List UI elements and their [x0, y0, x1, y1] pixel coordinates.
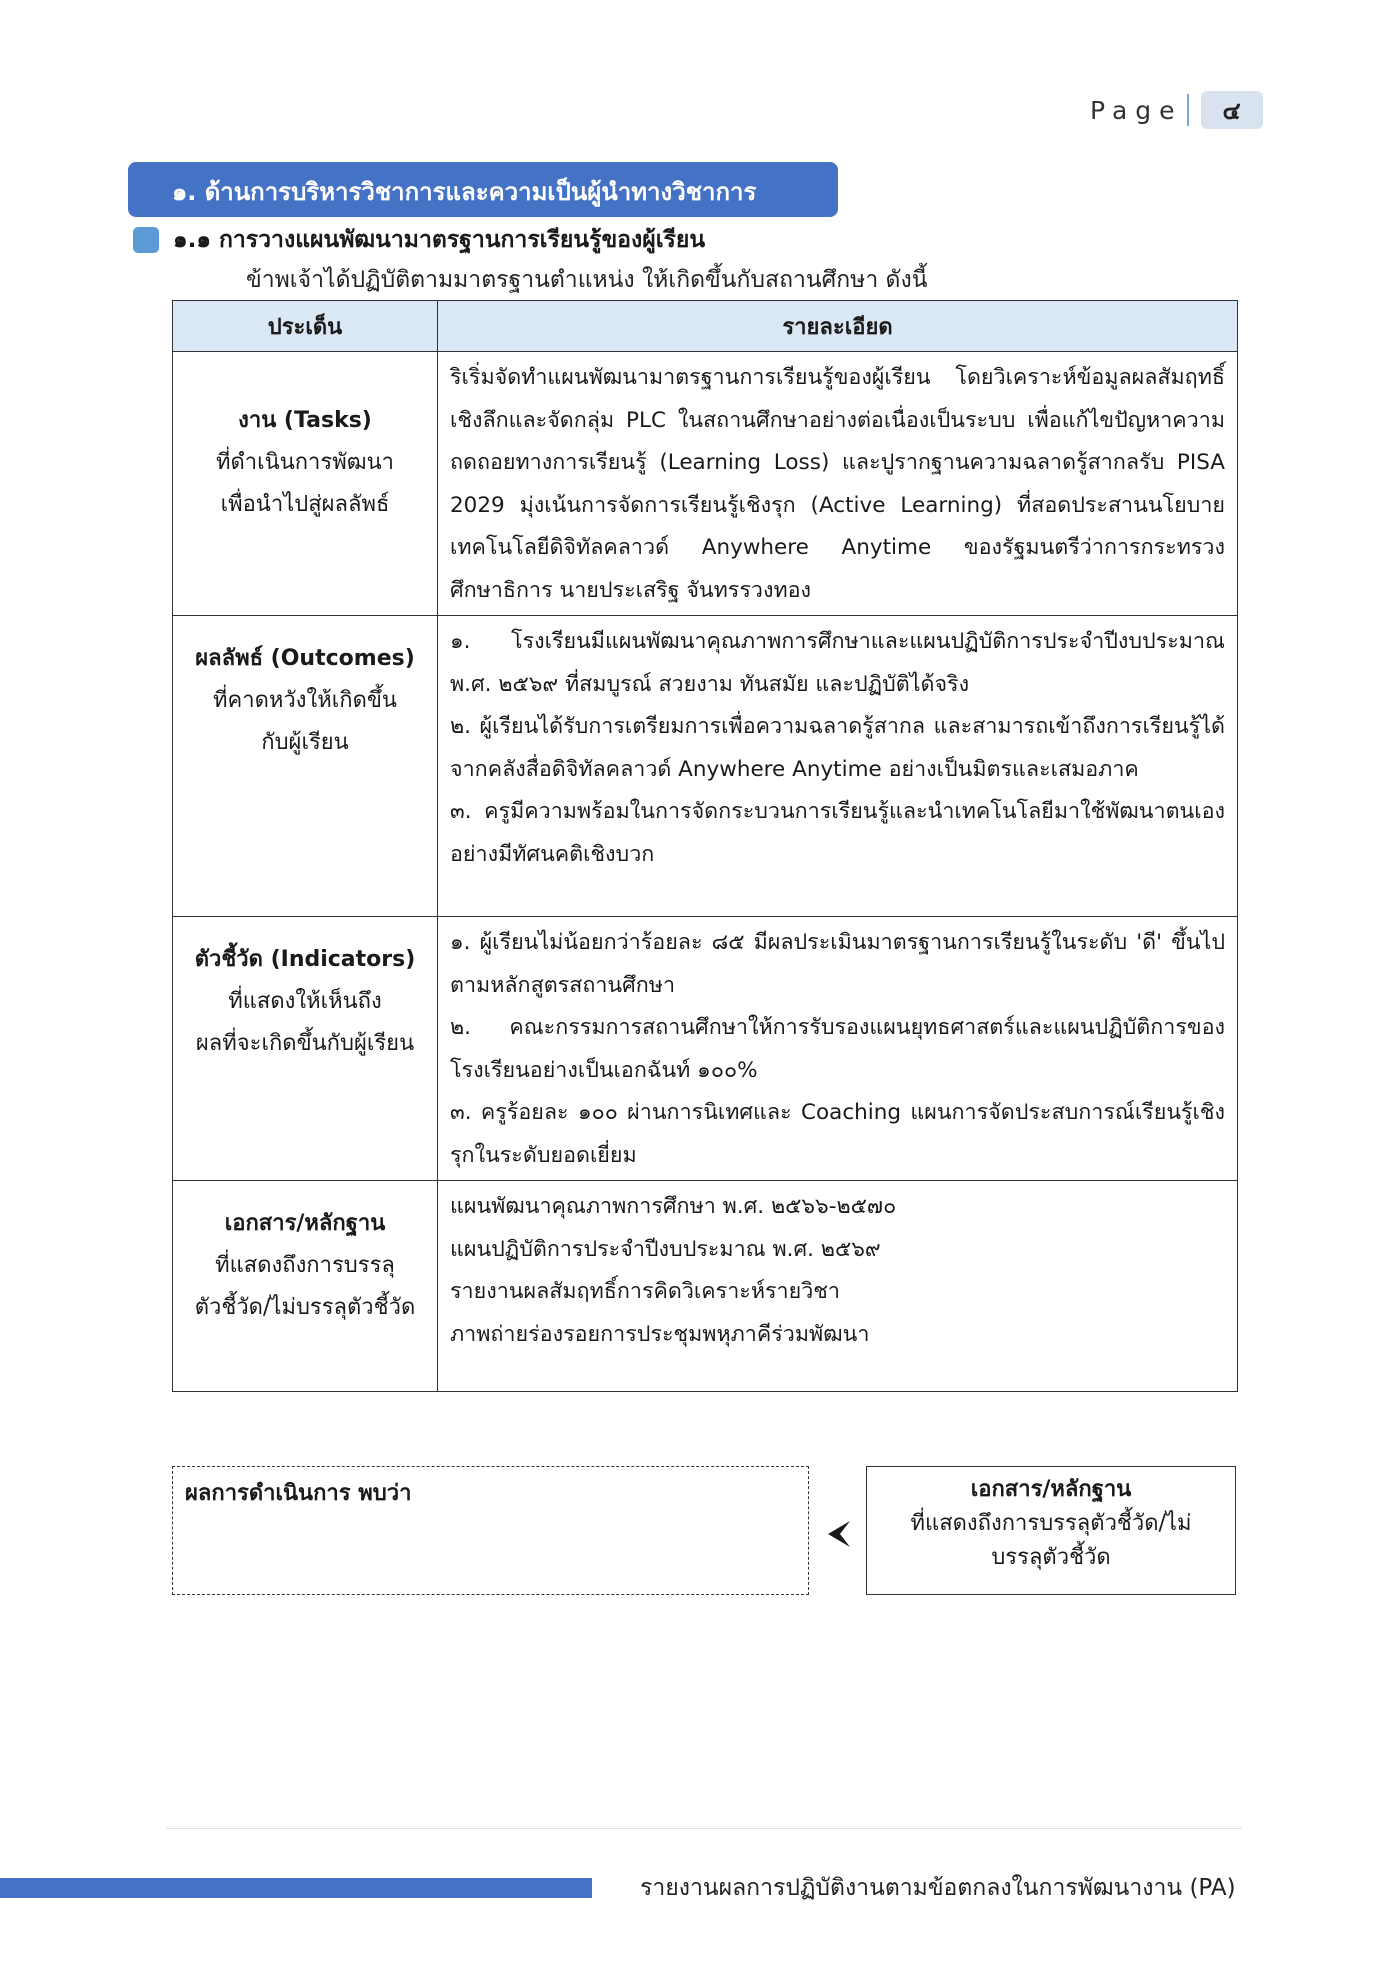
- topic-cell: [173, 616, 438, 917]
- evidence-line: บรรลุตัวชี้วัด: [991, 1545, 1111, 1570]
- topic-line: เพื่อนำไปสู่ผลลัพธ์: [220, 492, 390, 517]
- detail-cell: [438, 1181, 1238, 1392]
- detail-cell: [438, 616, 1238, 917]
- evidence-line: ที่แสดงถึงการบรรลุตัวชี้วัด/ไม่: [910, 1511, 1192, 1536]
- topic-title: ตัวชี้วัด (Indicators): [194, 947, 416, 972]
- page-separator: [1187, 94, 1189, 126]
- header-detail: รายละเอียด: [438, 301, 1238, 352]
- table-row-indicators: [173, 917, 1238, 1181]
- detail-item: แผนพัฒนาคุณภาพการศึกษา พ.ศ. ๒๕๖๖-๒๕๗๐: [450, 1194, 897, 1219]
- topic-line: ที่แสดงถึงการบรรลุ: [215, 1253, 395, 1278]
- intro-text: ข้าพเจ้าได้ปฏิบัติตามมาตรฐานตำแหน่ง ให้เกิดขึ้นกับสถานศึกษา ดังนี้: [246, 267, 928, 293]
- result-box: [172, 1466, 809, 1595]
- page-number: ๔: [1201, 91, 1263, 129]
- topic-line: ผลที่จะเกิดขึ้นกับผู้เรียน: [195, 1031, 415, 1056]
- detail-cell: [438, 917, 1238, 1181]
- detail-item: ๓. ครูมีความพร้อมในการจัดกระบวนการเรียนรู้และนำเทคโนโลยีมาใช้พัฒนาตนเองอย่างมีทัศนคติเชิงบวก: [450, 799, 1225, 867]
- detail-item: ๒. คณะกรรมการสถานศึกษาให้การรับรองแผนยุทธศาสตร์และแผนปฏิบัติการของโรงเรียนอย่างเป็นเอกฉันท์ ๑๐๐%: [450, 1015, 1225, 1083]
- subsection-title: ๑.๑ การวางแผนพัฒนามาตรฐานการเรียนรู้ของผู้เรียน: [173, 227, 706, 253]
- detail-item: แผนปฏิบัติการประจำปีงบประมาณ พ.ศ. ๒๕๖๙: [450, 1236, 881, 1262]
- section-banner: [128, 162, 838, 217]
- detail-item: ๑. ผู้เรียนไม่น้อยกว่าร้อยละ ๘๕ มีผลประเมินมาตรฐานการเรียนรู้ในระดับ 'ดี' ขึ้นไป ตามหลักสูตรสถานศึกษา: [450, 930, 1225, 998]
- footer-text: รายงานผลการปฏิบัติงานตามข้อตกลงในการพัฒนางาน (PA): [640, 1875, 1236, 1901]
- topic-cell: [173, 917, 438, 1181]
- square-bullet-icon: [133, 227, 159, 253]
- footer-divider: [166, 1828, 1242, 1829]
- detail-item: ๑. โรงเรียนมีแผนพัฒนาคุณภาพการศึกษาและแผนปฏิบัติการประจำปีงบประมาณ พ.ศ. ๒๕๖๙ ที่สมบูรณ์ สวยงาม ทันสมัย และปฏิบัติได้จริง: [450, 629, 1225, 697]
- detail-item: ๒. ผู้เรียนได้รับการเตรียมการเพื่อความฉลาดรู้สากล และสามารถเข้าถึงการเรียนรู้ได้จากคลังสื่อดิจิทัลคลาวด์ Anywhere Anytime อย่างเป็นมิตรและเสมอภาค: [450, 714, 1225, 782]
- subsection-heading: [133, 222, 705, 258]
- detail-item: ๓. ครูร้อยละ ๑๐๐ ผ่านการนิเทศและ Coaching แผนการจัดประสบการณ์เรียนรู้เชิงรุกในระดับยอดเยี่ยม: [450, 1100, 1225, 1168]
- arrow-left-icon: [826, 1519, 852, 1549]
- evidence-title: เอกสาร/หลักฐาน: [970, 1477, 1132, 1502]
- table-row-tasks: [173, 352, 1238, 616]
- topic-title: เอกสาร/หลักฐาน: [224, 1211, 386, 1236]
- topic-cell: [173, 1181, 438, 1392]
- topic-cell: [173, 352, 438, 616]
- standards-table: [172, 300, 1238, 1392]
- topic-title: งาน (Tasks): [238, 408, 372, 433]
- header-topic: ประเด็น: [173, 301, 438, 352]
- detail-paragraph: ริเริ่มจัดทำแผนพัฒนามาตรฐานการเรียนรู้ของผู้เรียน โดยวิเคราะห์ข้อมูลผลสัมฤทธิ์เชิงลึกและจัดกลุ่ม PLC ในสถานศึกษาอย่างต่อเนื่องเป็นระบบ เพื่อแก้ไขปัญหาความถดถอยทางการเรียนรู้ (Learning Loss) และปูรากฐานความฉลาดรู้สากลรับ PISA 2029 มุ่งเน้นการจัดการเรียนรู้เชิงรุก (Active Learning) ที่สอดประสานนโยบายเทคโนโลยีดิจิทัลคลาวด์ Anywhere Anytime ของรัฐมนตรีว่าการกระทรวงศึกษาธิการ นายประเสริฐ จันทรรวงทอง: [450, 365, 1225, 603]
- evidence-box: [866, 1466, 1236, 1595]
- topic-line: ที่ดำเนินการพัฒนา: [216, 450, 394, 475]
- footer-accent-bar: [0, 1878, 592, 1898]
- detail-cell: [438, 352, 1238, 616]
- result-label: ผลการดำเนินการ พบว่า: [185, 1481, 412, 1506]
- topic-line: ที่คาดหวังให้เกิดขึ้น: [213, 688, 397, 713]
- topic-line: กับผู้เรียน: [261, 730, 349, 755]
- table-row-outcomes: [173, 616, 1238, 917]
- page-word: Page: [1090, 95, 1183, 125]
- table-row-evidence: [173, 1181, 1238, 1392]
- section-title: ๑. ด้านการบริหารวิชาการและความเป็นผู้นำทางวิชาการ: [172, 178, 757, 206]
- table-header-row: [173, 301, 1238, 352]
- topic-title: ผลลัพธ์ (Outcomes): [195, 646, 415, 671]
- detail-item: ภาพถ่ายร่องรอยการประชุมพหุภาคีร่วมพัฒนา: [450, 1321, 870, 1347]
- topic-line: ตัวชี้วัด/ไม่บรรลุตัวชี้วัด: [194, 1295, 416, 1320]
- topic-line: ที่แสดงให้เห็นถึง: [228, 989, 382, 1014]
- page-label: [1090, 92, 1263, 128]
- detail-item: รายงานผลสัมฤทธิ์การคิดวิเคราะห์รายวิชา: [450, 1279, 840, 1304]
